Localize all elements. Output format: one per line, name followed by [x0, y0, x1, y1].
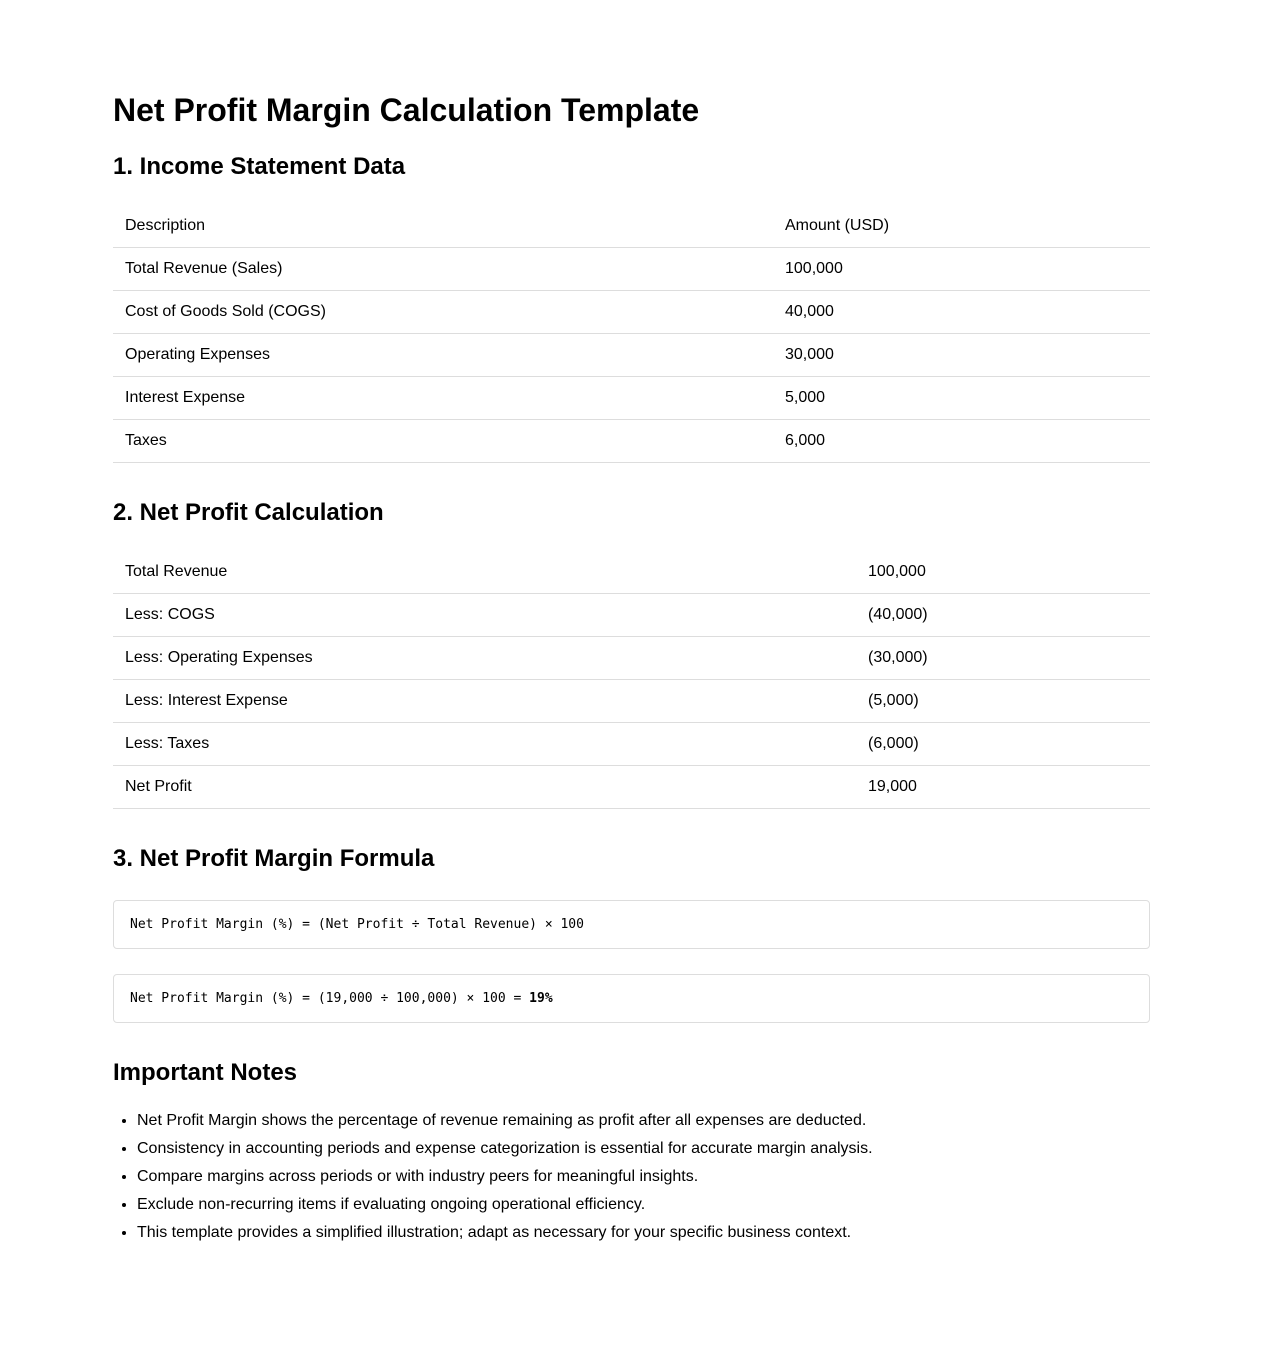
- calculation-box: [113, 974, 1150, 1023]
- formula-text: Net Profit Margin (%) = (Net Profit ÷ Total Revenue) × 100: [130, 917, 584, 932]
- calculation-prefix: Net Profit Margin (%) = (19,000 ÷ 100,000) × 100 =: [130, 991, 530, 1006]
- table-cell-label: Less: COGS: [113, 594, 856, 637]
- table-row: [113, 248, 1150, 291]
- table-cell-label: Less: Taxes: [113, 723, 856, 766]
- table-row: [113, 377, 1150, 420]
- table-cell-value: 100,000: [856, 551, 1150, 594]
- table-row: [113, 334, 1150, 377]
- table-cell-value: (6,000): [856, 723, 1150, 766]
- table-cell-label: Less: Operating Expenses: [113, 637, 856, 680]
- table-cell-value: 5,000: [773, 377, 1150, 420]
- table-cell-value: 40,000: [773, 291, 1150, 334]
- table-cell-label: Less: Interest Expense: [113, 680, 856, 723]
- list-item: • Compare margins across periods or with industry peers for meaningful insights.: [137, 1163, 1150, 1191]
- table-row: [113, 594, 1150, 637]
- list-item: • Consistency in accounting periods and expense categorization is essential for accurate margin analysis.: [137, 1135, 1150, 1163]
- list-item: • Exclude non-recurring items if evaluating ongoing operational efficiency.: [137, 1191, 1150, 1219]
- table-row: [113, 291, 1150, 334]
- table-cell-value: (30,000): [856, 637, 1150, 680]
- table-cell-value: 19,000: [856, 766, 1150, 809]
- table-cell-value: (5,000): [856, 680, 1150, 723]
- table-cell-label: Interest Expense: [113, 377, 773, 420]
- table-row: [113, 723, 1150, 766]
- table-cell-label: Cost of Goods Sold (COGS): [113, 291, 773, 334]
- notes-list: [113, 1107, 1150, 1247]
- table-cell-label: Taxes: [113, 420, 773, 463]
- table-row: [113, 551, 1150, 594]
- table-row: [113, 637, 1150, 680]
- table-cell-label: Total Revenue (Sales): [113, 248, 773, 291]
- net-profit-table: [113, 551, 1150, 809]
- table-row: [113, 680, 1150, 723]
- table-header-row: [113, 205, 1150, 248]
- table-row-net-profit: [113, 766, 1150, 809]
- table-cell-value: 100,000: [773, 248, 1150, 291]
- table-cell-value: (40,000): [856, 594, 1150, 637]
- calculation-result: 19%: [529, 991, 553, 1006]
- section-heading-formula: 3. Net Profit Margin Formula: [113, 845, 435, 872]
- notes-heading: Important Notes: [113, 1059, 298, 1086]
- document-page: [113, 0, 1150, 1247]
- section-heading-income-statement: 1. Income Statement Data: [113, 153, 406, 180]
- list-item: • Net Profit Margin shows the percentage of revenue remaining as profit after all expenses are deducted.: [137, 1107, 1150, 1135]
- list-item: • This template provides a simplified illustration; adapt as necessary for your specific business context.: [137, 1219, 1150, 1247]
- table-cell-value: 6,000: [773, 420, 1150, 463]
- table-cell-label: Total Revenue: [113, 551, 856, 594]
- table-row: [113, 420, 1150, 463]
- calculation-text: [130, 991, 553, 1006]
- page-title: Net Profit Margin Calculation Template: [113, 92, 700, 128]
- table-cell-label: Description: [113, 205, 773, 248]
- income-statement-table: [113, 205, 1150, 463]
- formula-box: [113, 900, 1150, 949]
- table-cell-label: Net Profit: [113, 766, 856, 809]
- table-cell-value: Amount (USD): [773, 205, 1150, 248]
- table-cell-label: Operating Expenses: [113, 334, 773, 377]
- table-cell-value: 30,000: [773, 334, 1150, 377]
- section-heading-net-profit: 2. Net Profit Calculation: [113, 499, 384, 526]
